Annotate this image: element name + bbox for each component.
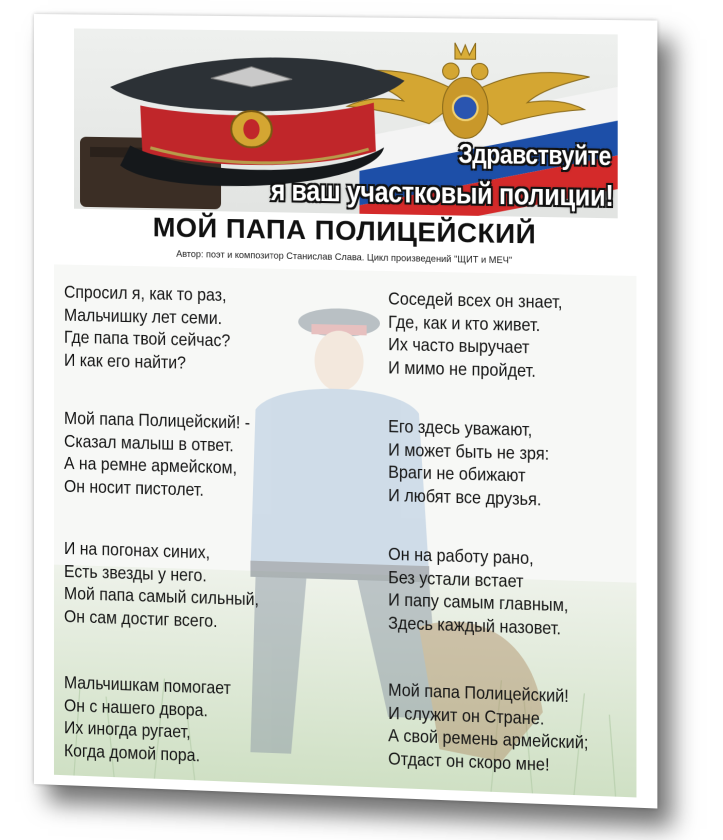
poem-line: Он носит пистолет. (63, 475, 204, 500)
stanza (388, 415, 567, 511)
poem-line: Их часто выручает (388, 333, 530, 358)
poster-banner (74, 28, 618, 218)
stanza (64, 671, 250, 768)
poem-line: Спросил я, как то раз, (63, 281, 227, 306)
poem-line: Есть звезды у него. (63, 560, 207, 585)
poem-area (54, 264, 636, 797)
poem-line: Без устали встает (388, 566, 524, 591)
poster-author: Автор: поэт и композитор Станислав Слава. Цикл произведений "ЩИТ и МЕЧ" (176, 248, 513, 266)
poem-line: Враги не обижают (388, 461, 526, 486)
poem-line: И мимо не пройдет. (388, 356, 536, 381)
greeting-line-2: я ваш участковый полиции! (270, 173, 614, 214)
poster-sheet (34, 14, 657, 809)
poem-line: А на ремне армейском, (63, 452, 237, 478)
poem-line: И может быть не зря: (388, 438, 550, 464)
poem-line: И как его найти? (63, 349, 186, 373)
stanza (388, 543, 588, 641)
poem-line: Когда домой пора. (63, 739, 200, 765)
poem-line: И служит он Стране. (388, 702, 545, 729)
poem-line: И любят все друзья. (388, 484, 542, 509)
stanza (388, 678, 611, 778)
poem-line: А свой ремень армейский; (388, 724, 589, 753)
stanza (64, 281, 249, 376)
poem-line: Здесь каждый назовет. (388, 611, 561, 638)
poem-line: Мой папа самый сильный, (63, 582, 259, 610)
poem-line: Где папа твой сейчас? (63, 326, 231, 351)
poem-line: Он на работу рано, (388, 543, 534, 569)
stanza (64, 407, 271, 503)
poem-line: Он с нашего двора. (63, 694, 208, 720)
poem-line: Их иногда ругает, (63, 717, 191, 742)
stanza (64, 537, 281, 634)
poem-line: Он сам достиг всего. (63, 605, 218, 631)
greeting-line-1: Здравствуйте (458, 138, 612, 172)
poem-line: И на погонах синих, (63, 537, 211, 563)
poem-line: Его здесь уважают, (388, 415, 533, 440)
poem-line: Отдаст он скоро мне! (388, 747, 550, 775)
poem-line: Сказал малыш в ответ. (63, 430, 234, 455)
poem-line: Мальчишку лет семи. (63, 304, 223, 328)
poem-line: Соседей всех он знает, (388, 288, 563, 313)
poem-line: Где, как и кто живет. (388, 311, 541, 335)
poem-line: Мой папа Полицейский! - (63, 407, 251, 433)
stanza (388, 287, 582, 383)
poem-line: Мальчишкам помогает (63, 672, 231, 699)
poem-line: И папу самым главным, (388, 589, 569, 616)
poster-title: МОЙ ПАПА ПОЛИЦЕЙСКИЙ (152, 212, 537, 250)
poem-line: Мой папа Полицейский! (388, 679, 569, 707)
